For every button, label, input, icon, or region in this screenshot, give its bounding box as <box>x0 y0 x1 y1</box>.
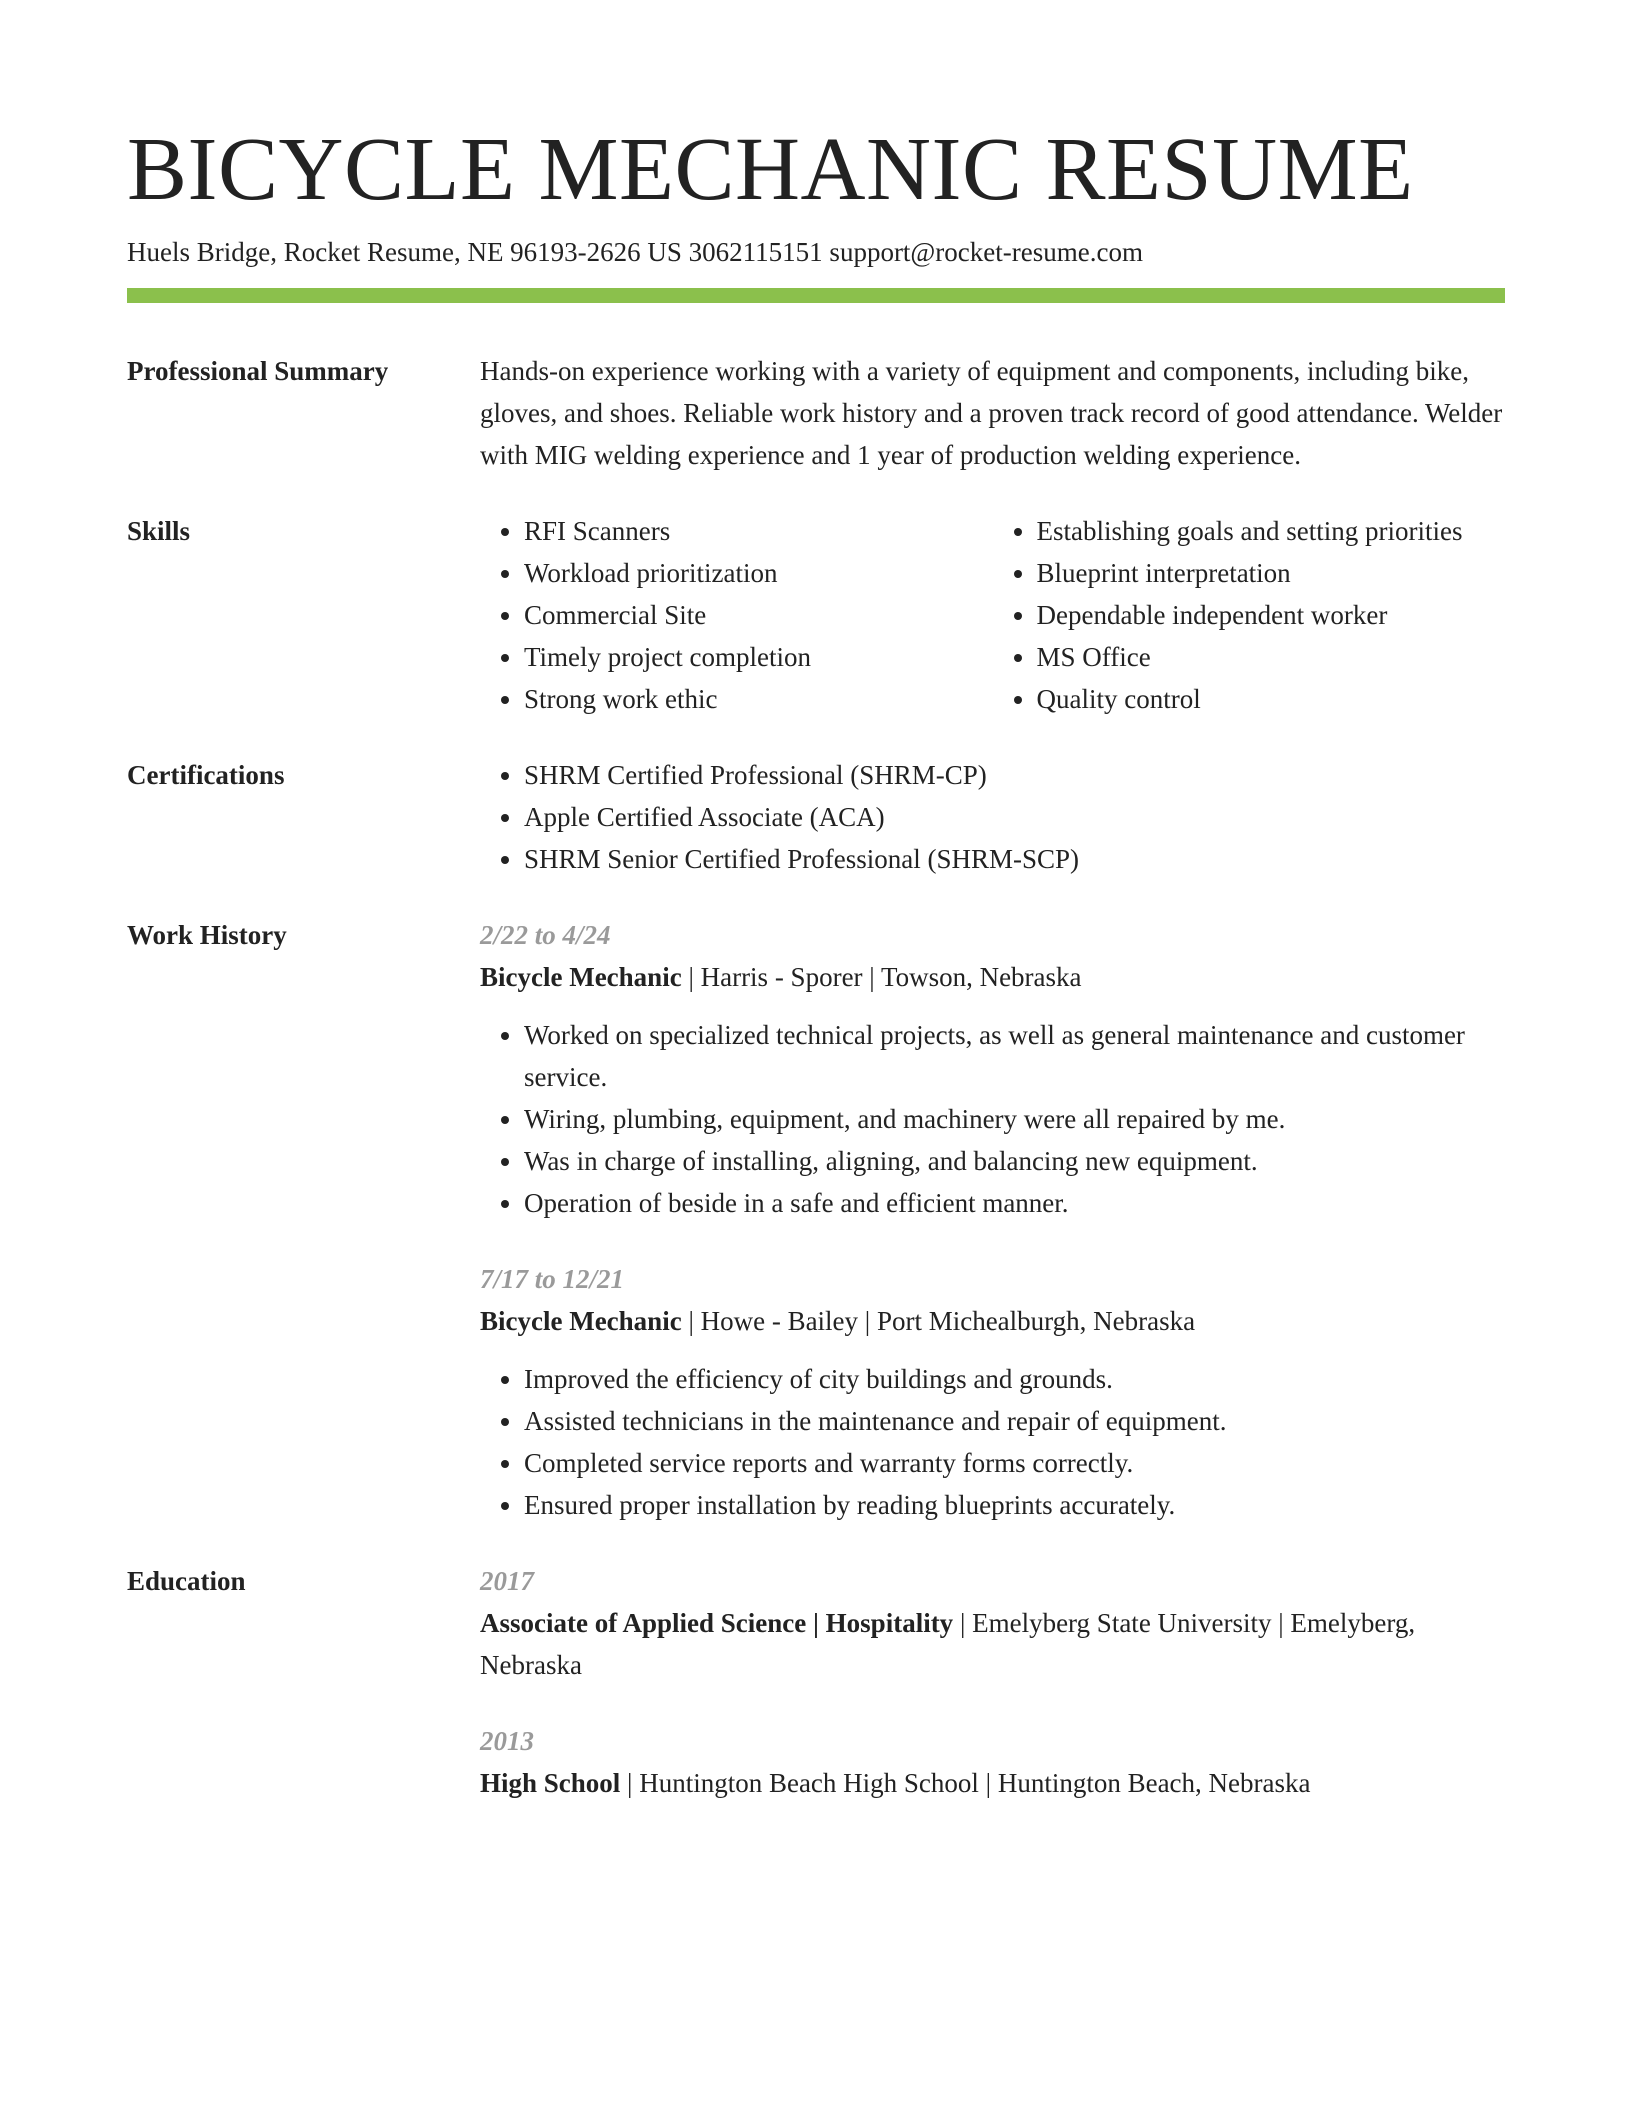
skill-item: • Establishing goals and setting priorities <box>1037 510 1506 552</box>
section-label: Education <box>127 1566 246 1596</box>
contact-info: Huels Bridge, Rocket Resume, NE 96193-2626 US 3062115151 support@rocket-resume.com <box>127 237 1143 267</box>
degree-name: High School <box>480 1768 621 1798</box>
skill-item: • Workload prioritization <box>524 552 993 594</box>
resume-sections <box>127 350 1505 1838</box>
job-entry <box>480 914 1505 1224</box>
skill-item: • Quality control <box>1037 678 1506 720</box>
job-date: 2/22 to 4/24 <box>480 920 611 950</box>
job-details: | Howe - Bailey | Port Michealburgh, Nebraska <box>681 1306 1196 1336</box>
job-heading <box>480 1300 1505 1342</box>
accent-divider <box>127 288 1505 303</box>
skill-item: • MS Office <box>1037 636 1506 678</box>
degree-name: Associate of Applied Science | Hospitality <box>480 1608 954 1638</box>
skill-item: • Blueprint interpretation <box>1037 552 1506 594</box>
duty-item: • Completed service reports and warranty forms correctly. <box>524 1442 1505 1484</box>
section-label: Professional Summary <box>127 356 389 386</box>
resume-title: BICYCLE MECHANIC RESUME <box>127 120 1414 219</box>
education-section <box>127 1560 1505 1804</box>
skills-list-right <box>993 510 1506 720</box>
school-details: | Emelyberg State University | Emelyberg, Nebraska <box>480 1608 1416 1680</box>
section-label: Work History <box>127 920 287 950</box>
job-duties <box>480 1014 1505 1224</box>
certification-item: • Apple Certified Associate (ACA) <box>524 796 1505 838</box>
education-date: 2017 <box>480 1566 534 1596</box>
job-title: Bicycle Mechanic <box>480 962 682 992</box>
certifications-list <box>480 754 1505 880</box>
certification-item: • SHRM Certified Professional (SHRM-CP) <box>524 754 1505 796</box>
skill-item: • RFI Scanners <box>524 510 993 552</box>
certifications-section <box>127 754 1505 880</box>
skill-item: • Dependable independent worker <box>1037 594 1506 636</box>
education-entry <box>480 1720 1505 1804</box>
job-details: | Harris - Sporer | Towson, Nebraska <box>681 962 1082 992</box>
job-duties <box>480 1358 1505 1526</box>
duty-item: • Operation of beside in a safe and efficient manner. <box>524 1182 1505 1224</box>
work-history-section <box>127 914 1505 1526</box>
duty-item: • Worked on specialized technical projects, as well as general maintenance and customer service. <box>524 1014 1505 1098</box>
job-entry <box>480 1258 1505 1526</box>
duty-item: • Improved the efficiency of city buildings and grounds. <box>524 1358 1505 1400</box>
skill-item: • Commercial Site <box>524 594 993 636</box>
summary-text: Hands-on experience working with a variety of equipment and components, including bike, gloves, and shoes. Reliable work history and a proven track record of good attendance. Welder with MIG welding experience and 1 year of production welding experience. <box>480 356 1503 470</box>
duty-item: • Assisted technicians in the maintenance and repair of equipment. <box>524 1400 1505 1442</box>
skills-section <box>127 510 1505 720</box>
duty-item: • Wiring, plumbing, equipment, and machinery were all repaired by me. <box>524 1098 1505 1140</box>
education-heading <box>480 1762 1505 1804</box>
education-date: 2013 <box>480 1726 534 1756</box>
duty-item: • Was in charge of installing, aligning, and balancing new equipment. <box>524 1140 1505 1182</box>
education-heading <box>480 1602 1505 1686</box>
skills-list-left <box>480 510 993 720</box>
school-details: | Huntington Beach High School | Huntington Beach, Nebraska <box>620 1768 1311 1798</box>
duty-item: • Ensured proper installation by reading blueprints accurately. <box>524 1484 1505 1526</box>
certification-item: • SHRM Senior Certified Professional (SHRM-SCP) <box>524 838 1505 880</box>
skill-item: • Strong work ethic <box>524 678 993 720</box>
section-label: Certifications <box>127 760 285 790</box>
section-label: Skills <box>127 516 191 546</box>
job-date: 7/17 to 12/21 <box>480 1264 625 1294</box>
education-entry <box>480 1560 1505 1686</box>
summary-section <box>127 350 1505 476</box>
job-title: Bicycle Mechanic <box>480 1306 682 1336</box>
skill-item: • Timely project completion <box>524 636 993 678</box>
resume-header <box>127 118 1505 303</box>
job-heading <box>480 956 1505 998</box>
